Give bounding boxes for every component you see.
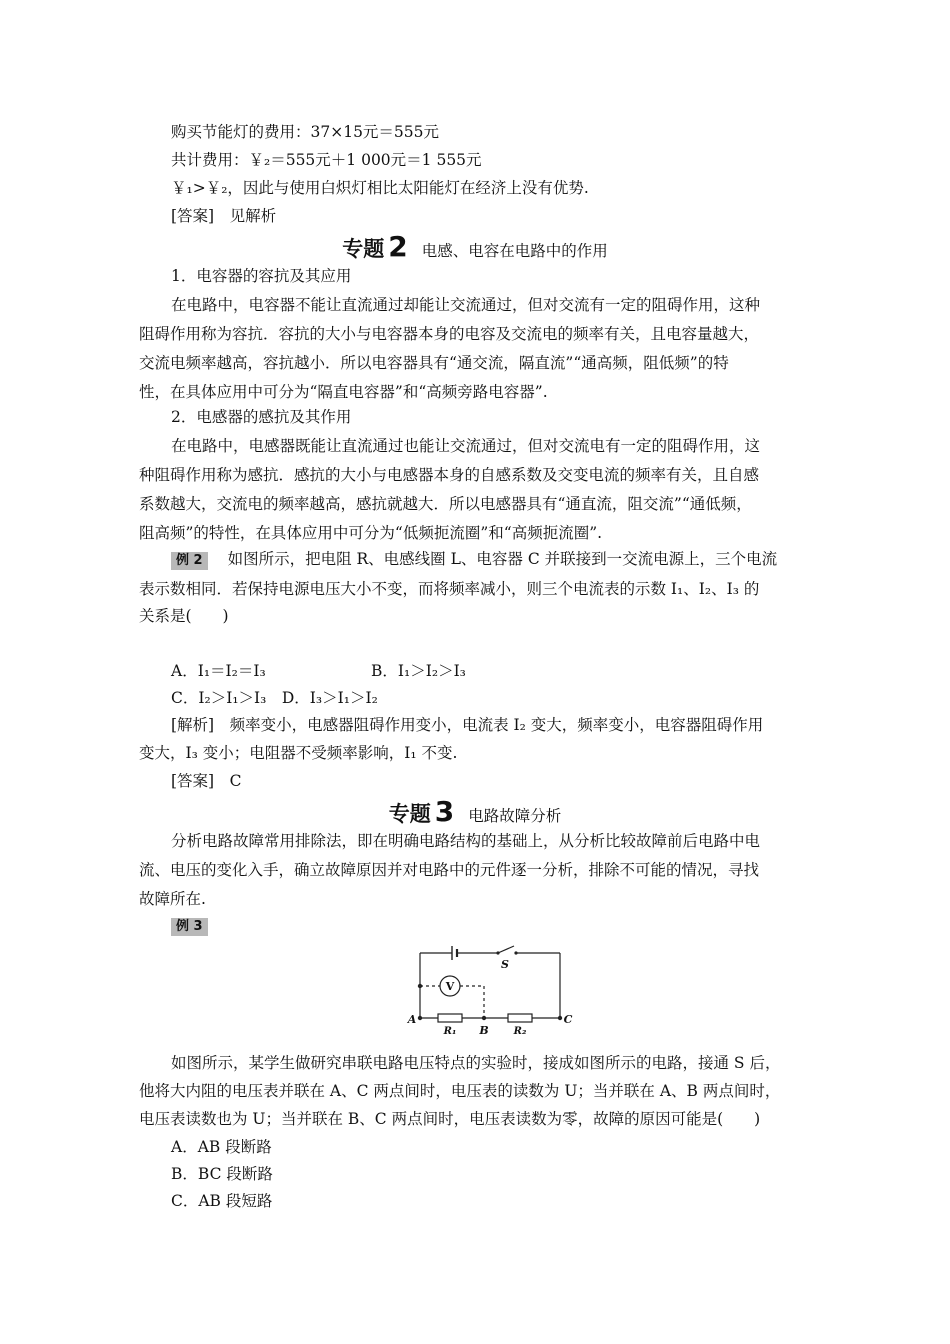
resistor-r2: [508, 1014, 532, 1022]
paragraph-line: 种阻碍作用称为感抗．感抗的大小与电感器本身的自感系数及交变电流的频率有关，且自感: [139, 466, 760, 484]
r2-label: R₂: [513, 1026, 527, 1035]
paragraph-line: 交流电频率越高，容抗越小．所以电容器具有“通交流，隔直流”“通高频，阻低频”的特: [139, 354, 729, 372]
section-title: 2．电感器的感抗及其作用: [171, 408, 352, 426]
text-line: ￥₁>￥₂，因此与使用白炽灯相比太阳能灯在经济上没有优势.: [171, 179, 589, 197]
topic-title: 电路故障分析: [468, 807, 562, 825]
paragraph-line: 表示数相同．若保持电源电压大小不变，而将频率减小，则三个电流表的示数 I₁、I₂、I₃ 的: [139, 580, 760, 598]
paragraph-line: 故障所在.: [139, 890, 206, 908]
option-a: A．I₁＝I₂＝I₃: [171, 662, 266, 680]
question-line: 他将大内阻的电压表并联在 A、C 两点间时，电压表的读数为 U；当并联在 A、B 两点间时，: [139, 1082, 781, 1100]
paragraph-line: 在电路中，电容器不能让直流通过却能让交流通过，但对交流有一定的阻碍作用，这种: [171, 296, 761, 314]
paragraph-line: 分析电路故障常用排除法，即在明确电路结构的基础上，从分析比较故障前后电路中电: [171, 832, 761, 850]
paragraph-line: 阻碍作用称为容抗．容抗的大小与电容器本身的电容及交流电的频率有关，且电容量越大，: [139, 325, 760, 343]
topic-title: 电感、电容在电路中的作用: [421, 242, 608, 260]
node-b-label: B: [479, 1024, 489, 1035]
topic-3-heading: [0, 795, 950, 833]
node-a-label: A: [407, 1013, 417, 1026]
option-b: B．I₁＞I₂＞I₃: [371, 662, 466, 680]
example-2-line: [171, 548, 777, 570]
paragraph-line: 流、电压的变化入手，确立故障原因并对电路中的元件逐一分析，排除不可能的情况，寻找: [139, 861, 760, 879]
option-c-d: C．I₂＞I₁＞I₃ D．I₃＞I₁＞I₂: [171, 689, 378, 707]
paragraph-line: 系数越大，交流电的频率越高，感抗就越大．所以电感器具有“通直流，阻交流”“通低频，: [139, 495, 752, 513]
paragraph-line: 关系是( ): [139, 607, 229, 625]
option-c: C．AB 段短路: [171, 1192, 273, 1210]
paragraph-line: 性，在具体应用中可分为“隔直电容器”和“高频旁路电容器”.: [139, 383, 548, 401]
topic-2-heading: [0, 230, 950, 268]
switch-label: S: [501, 958, 509, 971]
resistor-r1: [438, 1014, 462, 1022]
example-text: 如图所示，把电阻 R、电感线圈 L、电容器 C 并联接到一交流电源上，三个电流: [227, 550, 778, 568]
text-line: 购买节能灯的费用：37×15元＝555元: [171, 123, 440, 141]
node-c-label: C: [563, 1013, 573, 1026]
circuit-diagram: [400, 940, 585, 1035]
paragraph-line: 阻高频”的特性，在具体应用中可分为“低频扼流圈”和“高频扼流圈”.: [139, 524, 603, 542]
question-line: 电压表读数也为 U；当并联在 B、C 两点间时，电压表读数为零，故障的原因可能是( ): [139, 1110, 761, 1128]
answer-line: [答案] C: [171, 772, 242, 790]
option-b: B．BC 段断路: [171, 1165, 273, 1183]
voltmeter-label: V: [445, 980, 455, 993]
paragraph-line: 在电路中，电感器既能让直流通过也能让交流通过，但对交流电有一定的阻碍作用，这: [171, 437, 761, 455]
topic-label: 专题: [342, 237, 385, 261]
topic-number: 2: [388, 230, 408, 263]
analysis-line: [解析] 频率变小，电感器阻碍作用变小，电流表 I₂ 变大，频率变小，电容器阻碍作用: [171, 716, 764, 734]
r1-label: R₁: [443, 1026, 457, 1035]
question-line: 如图所示，某学生做研究串联电路电压特点的实验时，接成如图所示的电路，接通 S 后，: [171, 1054, 781, 1072]
text-line: 共计费用：￥₂＝555元＋1 000元＝1 555元: [171, 151, 482, 169]
analysis-line: 变大，I₃ 变小；电阻器不受频率影响，I₁ 不变.: [139, 744, 458, 762]
example-tag: 例 3: [171, 918, 208, 936]
topic-number: 3: [434, 795, 455, 828]
example-tag: 例 2: [171, 552, 208, 570]
section-title: 1．电容器的容抗及其应用: [171, 267, 352, 285]
answer-line: [答案] 见解析: [171, 207, 277, 225]
option-a: A．AB 段断路: [171, 1138, 272, 1156]
topic-label: 专题: [388, 802, 431, 826]
